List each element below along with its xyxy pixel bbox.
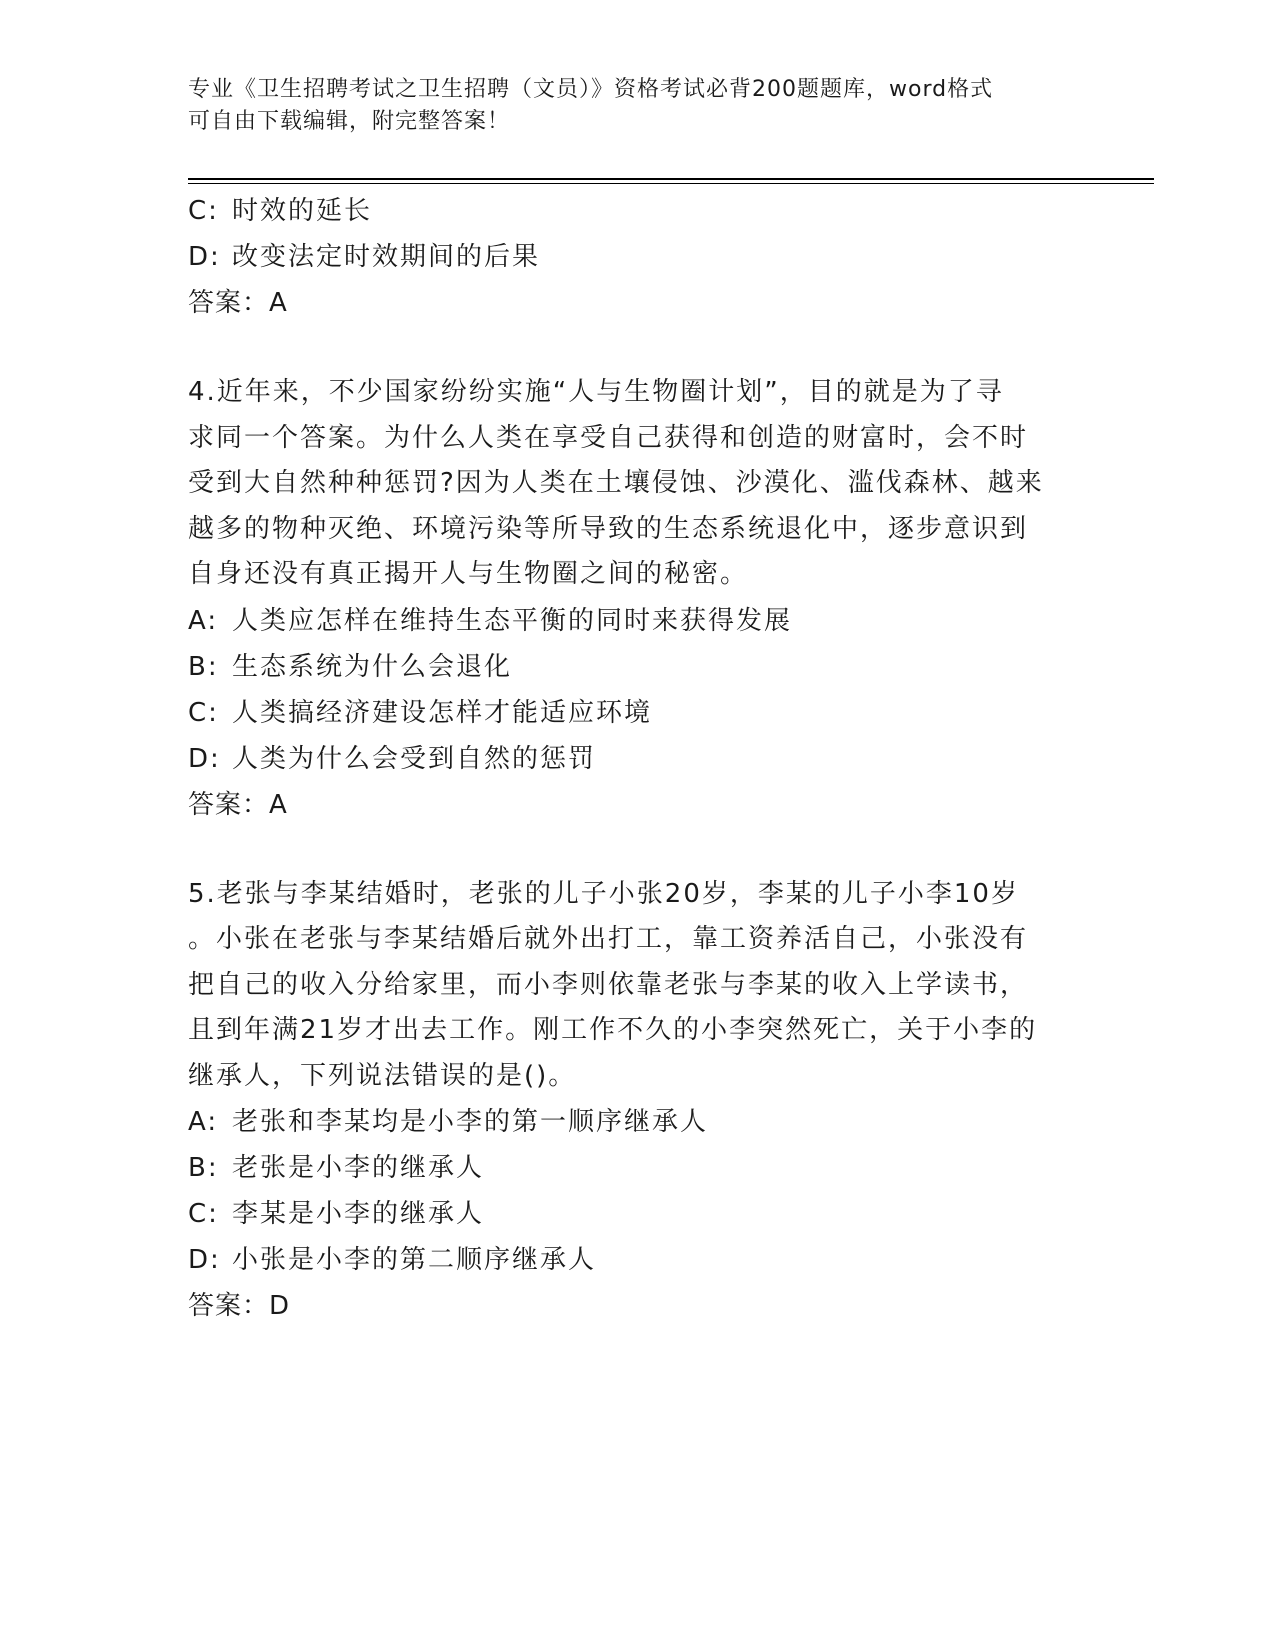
option-text: 人类应怎样在维持生态平衡的同时来获得发展 [232,605,793,636]
document-header [188,74,1068,138]
header-rule-thin [188,183,1154,184]
stem-line: 5.老张与李某结婚时，老张的儿子小张20岁，李某的儿子小李10岁 [188,878,1019,909]
option-a [188,598,1088,644]
option-letter: A: [188,1107,219,1137]
option-letter: C: [188,196,219,226]
answer: 答案：D [188,1291,291,1321]
option-b [188,644,1088,690]
header-rule-thick [188,178,1154,180]
stem-line: 。小张在老张与李某结婚后就外出打工，靠工资养活自己，小张没有 [188,924,1029,954]
option-c [188,690,1088,736]
question-stem [188,872,1088,1100]
stem-line: 自身还没有真正揭开人与生物圈之间的秘密。 [188,559,749,589]
option-letter: D: [188,743,221,774]
option-text: 生态系统为什么会退化 [232,651,513,682]
option-a [188,1099,1088,1145]
question-3-tail [188,188,1088,326]
option-letter: D: [188,242,221,272]
option-text: 老张和李某均是小李的第一顺序继承人 [232,1107,709,1137]
option-letter: B: [188,1153,219,1183]
option-letter: C: [188,697,219,728]
option-text: 李某是小李的继承人 [232,1199,485,1229]
option-d [188,1237,1088,1283]
stem-line: 继承人，下列说法错误的是()。 [188,1060,577,1091]
option-d [188,234,1088,280]
stem-line: 受到大自然种种惩罚?因为人类在土壤侵蚀、沙漠化、滥伐森林、越来 [188,468,1044,498]
option-c [188,1191,1088,1237]
question-4 [188,370,1088,828]
header-line-2: 可自由下载编辑，附完整答案！ [188,109,511,134]
stem-line: 求同一个答案。为什么人类在享受自己获得和创造的财富时，会不时 [188,422,1029,453]
spacer [188,828,1088,872]
option-c [188,188,1088,234]
answer: 答案：A [188,288,288,318]
option-letter: B: [188,651,219,682]
header-line-1: 专业《卫生招聘考试之卫生招聘（文员）》资格考试必背200题题库，word格式 [188,77,994,102]
option-text: 时效的延长 [232,196,373,226]
stem-line: 4.近年来，不少国家纷纷实施“人与生物圈计划”，目的就是为了寻 [188,377,1004,407]
option-d [188,736,1088,782]
question-stem [188,370,1088,598]
question-5 [188,872,1088,1330]
option-letter: A: [188,605,219,636]
stem-line: 且到年满21岁才出去工作。刚工作不久的小李突然死亡，关于小李的 [188,1015,1038,1045]
option-text: 改变法定时效期间的后果 [232,242,541,272]
stem-line: 越多的物种灭绝、环境污染等所导致的生态系统退化中，逐步意识到 [188,513,1029,544]
option-b [188,1145,1088,1191]
spacer [188,326,1088,370]
stem-line: 把自己的收入分给家里，而小李则依靠老张与李某的收入上学读书， [188,969,1029,1000]
option-text: 老张是小李的继承人 [232,1153,485,1183]
option-text: 小张是小李的第二顺序继承人 [232,1245,597,1275]
answer: 答案：A [188,789,288,820]
question-content [188,188,1088,1329]
option-text: 人类搞经济建设怎样才能适应环境 [232,697,653,728]
option-letter: C: [188,1199,219,1229]
option-text: 人类为什么会受到自然的惩罚 [232,743,597,774]
option-letter: D: [188,1245,221,1275]
